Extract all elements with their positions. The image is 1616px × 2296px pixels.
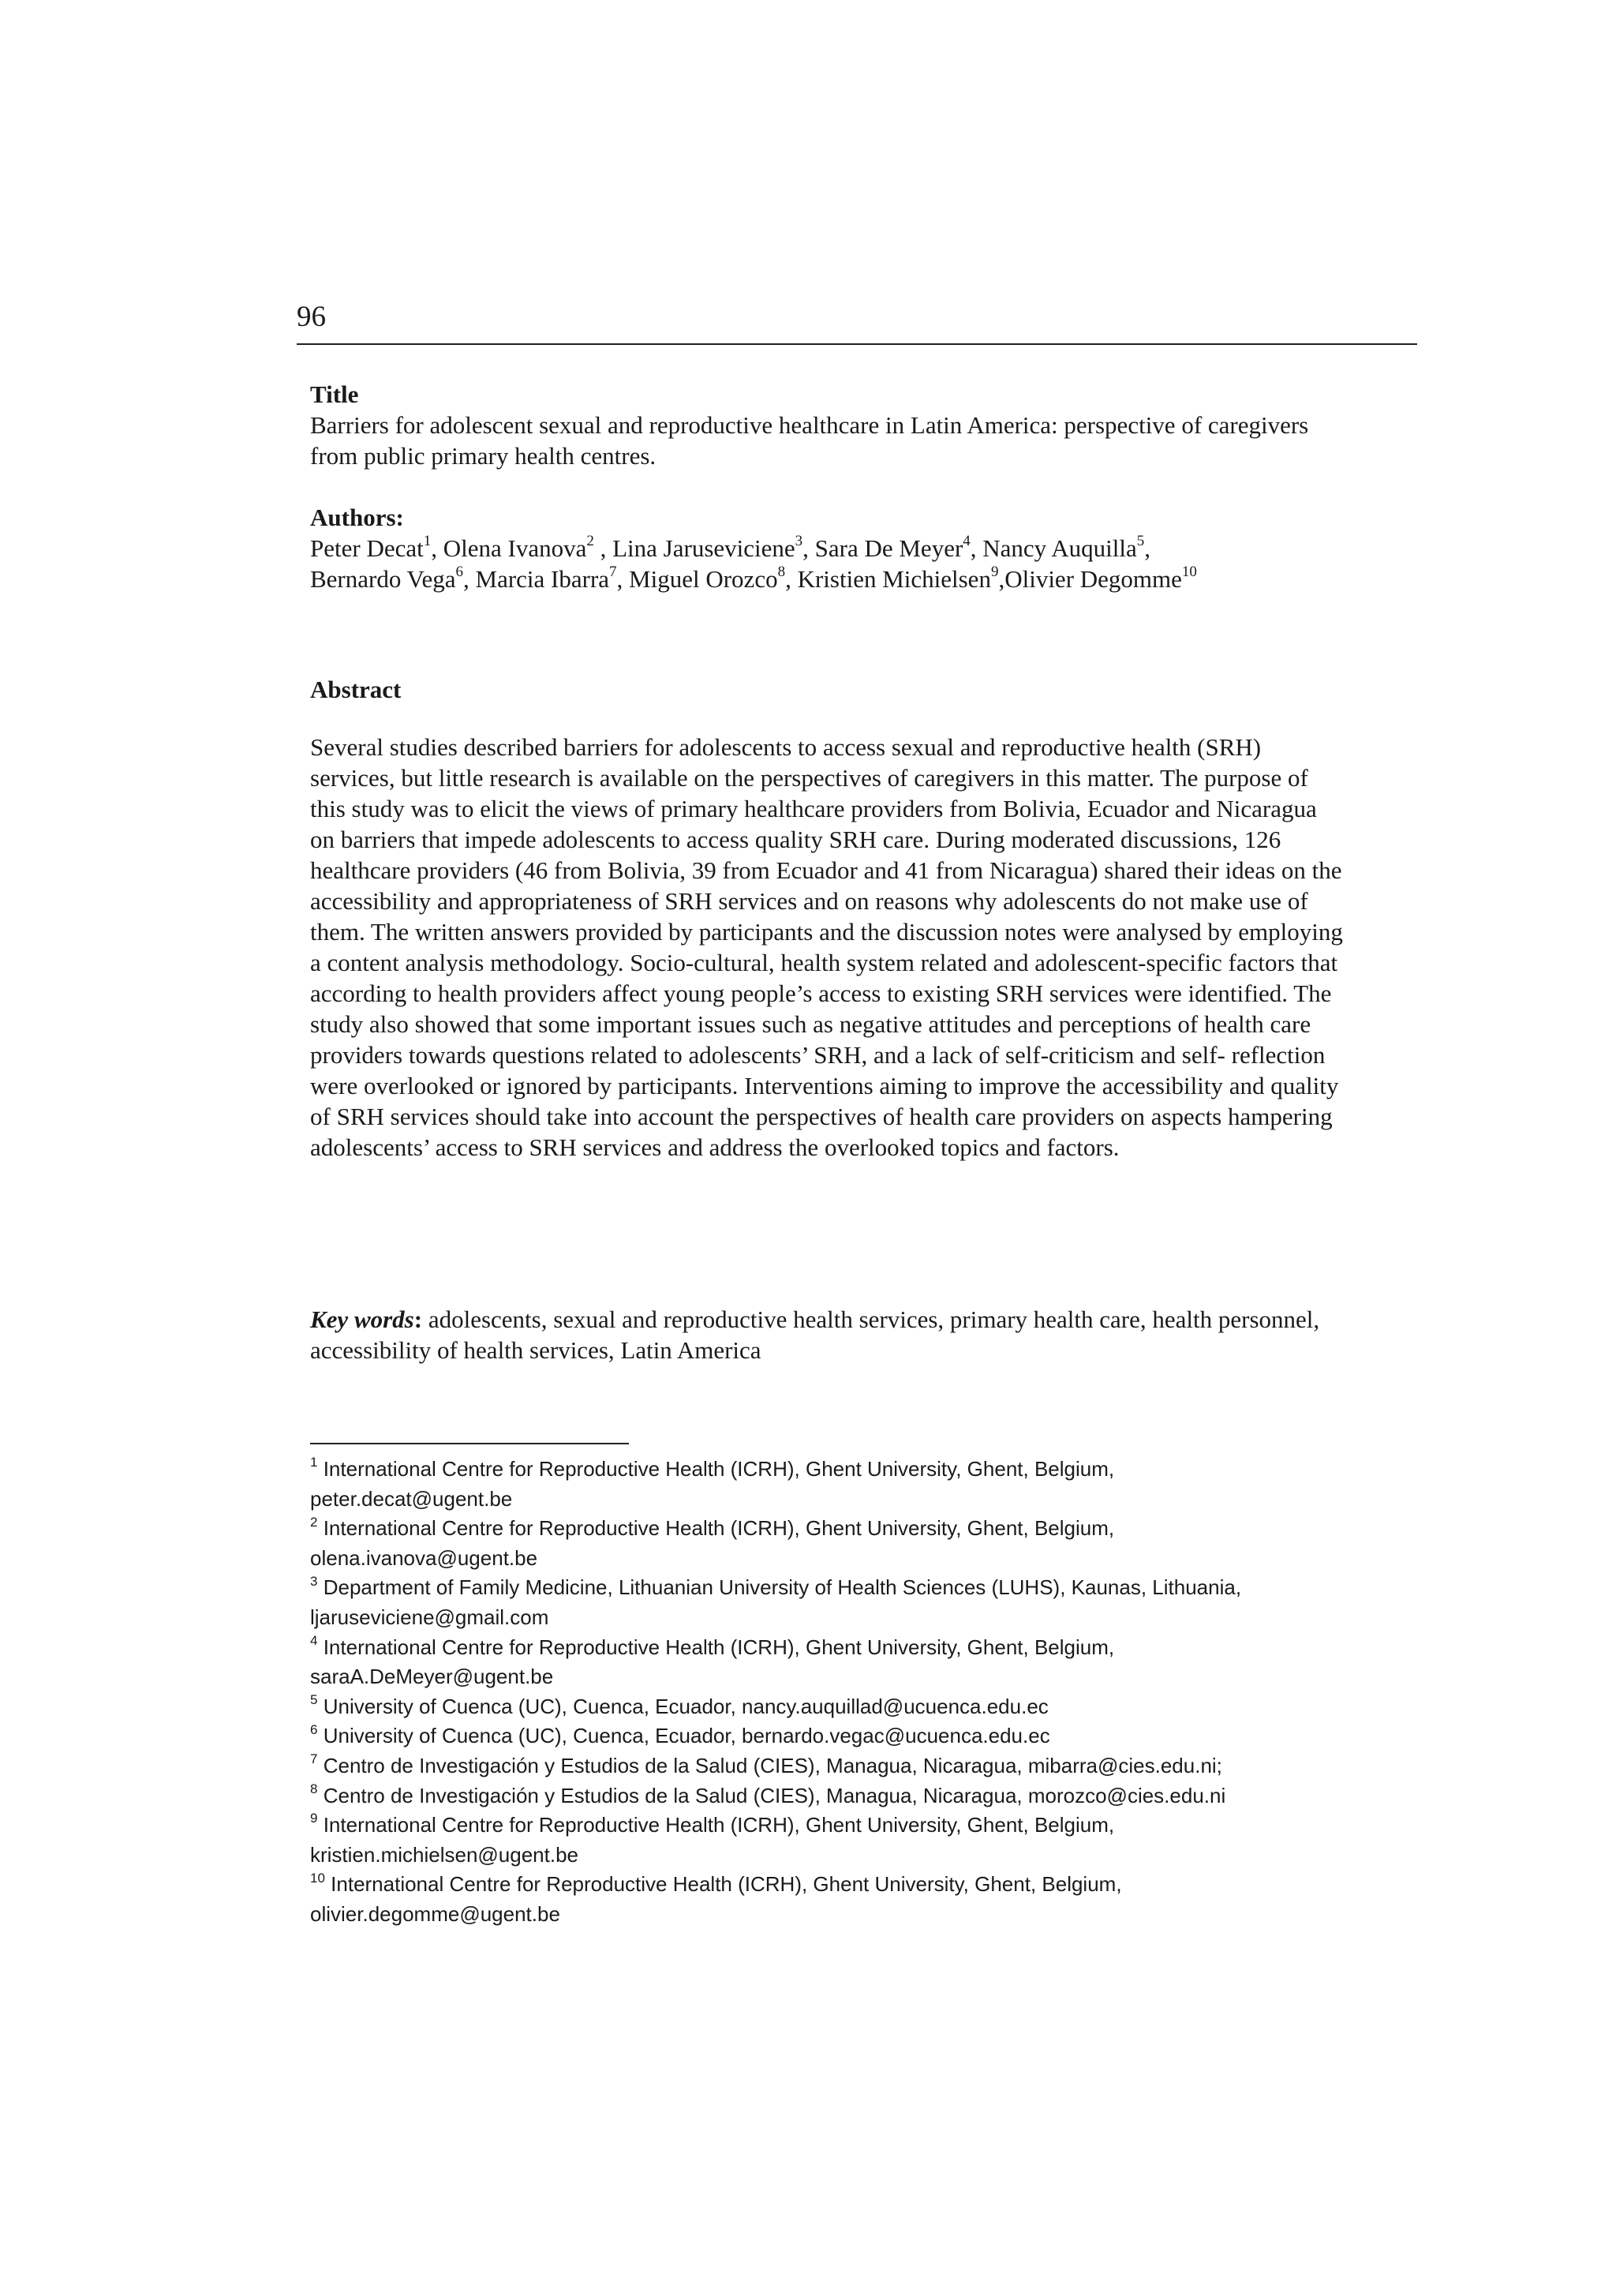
footnote: $^5$ University of Cuenca (UC), Cuenca, Ecuador, nancy.auquillad@ucuenca.edu.ec [310,1692,1049,1718]
footnote: $^9$ International Centre for Reproductive Health (ICRH), Ghent University, Ghent, Belgium, kristien.michielsen@ugent.be [310,1811,1115,1867]
title-section [310,379,1336,471]
keywords-colon: : [413,1305,423,1333]
abstract-text: Several studies described barriers for adolescents to access sexual and reproductive health (SRH) services, but little research is available on the perspectives of caregivers in this matter. The purpose of this study was to elicit the views of primary healthcare providers from Bolivia, Ecuador and Nicaragua on barriers that impede adolescents to access quality SRH care. During moderated discussions, 126 healthcare providers (46 from Bolivia, 39 from Ecuador and 41 from Nicaragua) shared their ideas on the accessibility and appropriateness of SRH services and on reasons why adolescents do not make use of them. The written answers provided by participants and the discussion notes were analysed by employing a content analysis methodology. Socio-cultural, health system related and adolescent-specific factors that according to health providers affect young people’s access to existing SRH services were identified. The study also showed that some important issues such as negative attitudes and perceptions of health care providers towards questions related to adolescents’ SRH, and a lack of self-criticism and self- reflection were overlooked or ignored by participants. Interventions aiming to improve the accessibility and quality of SRH services should take into account the perspectives of health care providers on aspects hampering adolescents’ access to SRH services and address the overlooked topics and factors. [310,733,1343,1161]
author: Nancy Auquilla$^5$, [982,532,1150,562]
footnote: $^8$ Centro de Investigación y Estudios de la Salud (CIES), Managua, Nicaragua, morozco@cies.edu.ni [310,1781,1226,1807]
footnote-rule [310,1443,629,1444]
footnote: $^3$ Department of Family Medicine, Lithuanian University of Health Sciences (LUHS), Kaunas, Lithuania, ljaruseviciene@gmail.com [310,1573,1242,1629]
paper-title: Barriers for adolescent sexual and reproductive healthcare in Latin America: perspective of caregivers from public primary health centres. [310,411,1309,470]
header-rule [297,343,1417,345]
keywords-label: Key words [310,1305,414,1333]
title-heading: Title [310,380,359,408]
abstract-section [310,732,1345,1163]
author: Olivier Degomme$^{10}$ [1004,563,1197,593]
author: Sara De Meyer$^4$, [814,532,983,562]
footnote: $^4$ International Centre for Reproductive Health (ICRH), Ghent University, Ghent, Belgium, saraA.DeMeyer@ugent.be [310,1632,1115,1689]
author: Lina Jaruseviciene$^3$, [612,532,815,562]
author: Bernardo Vega$^6$, [310,563,476,593]
author: Miguel Orozco$^8$, [629,563,798,593]
author: Olena Ivanova$^2$ , [443,532,613,562]
footnote: $^2$ International Centre for Reproductive Health (ICRH), Ghent University, Ghent, Belgium, olena.ivanova@ugent.be [310,1514,1115,1570]
authors-section [310,502,1336,594]
author: Kristien Michielsen$^9$, [797,563,1005,593]
footnote: $^{10}$ International Centre for Reproductive Health (ICRH), Ghent University, Ghent, Belgium, olivier.degomme@ugent.be [310,1870,1122,1926]
page-number: 96 [297,301,326,333]
author: Peter Decat$^1$, [310,532,443,562]
authors-list [310,533,1336,594]
footnote: $^6$ University of Cuenca (UC), Cuenca, Ecuador, bernardo.vegac@ucuenca.edu.ec [310,1721,1050,1748]
keywords-section [310,1304,1336,1365]
footnote: $^7$ Centro de Investigación y Estudios de la Salud (CIES), Managua, Nicaragua, mibarra@cies.edu.ni; [310,1751,1222,1777]
footnotes [310,1455,1352,1930]
keywords-text: adolescents, sexual and reproductive health services, primary health care, health personnel, accessibility of health services, Latin America [310,1305,1320,1364]
author: Marcia Ibarra$^7$, [475,563,630,593]
abstract-heading: Abstract [310,676,402,703]
authors-heading: Authors: [310,504,404,531]
footnote: $^1$ International Centre for Reproductive Health (ICRH), Ghent University, Ghent, Belgium, peter.decat@ugent.be [310,1455,1115,1511]
